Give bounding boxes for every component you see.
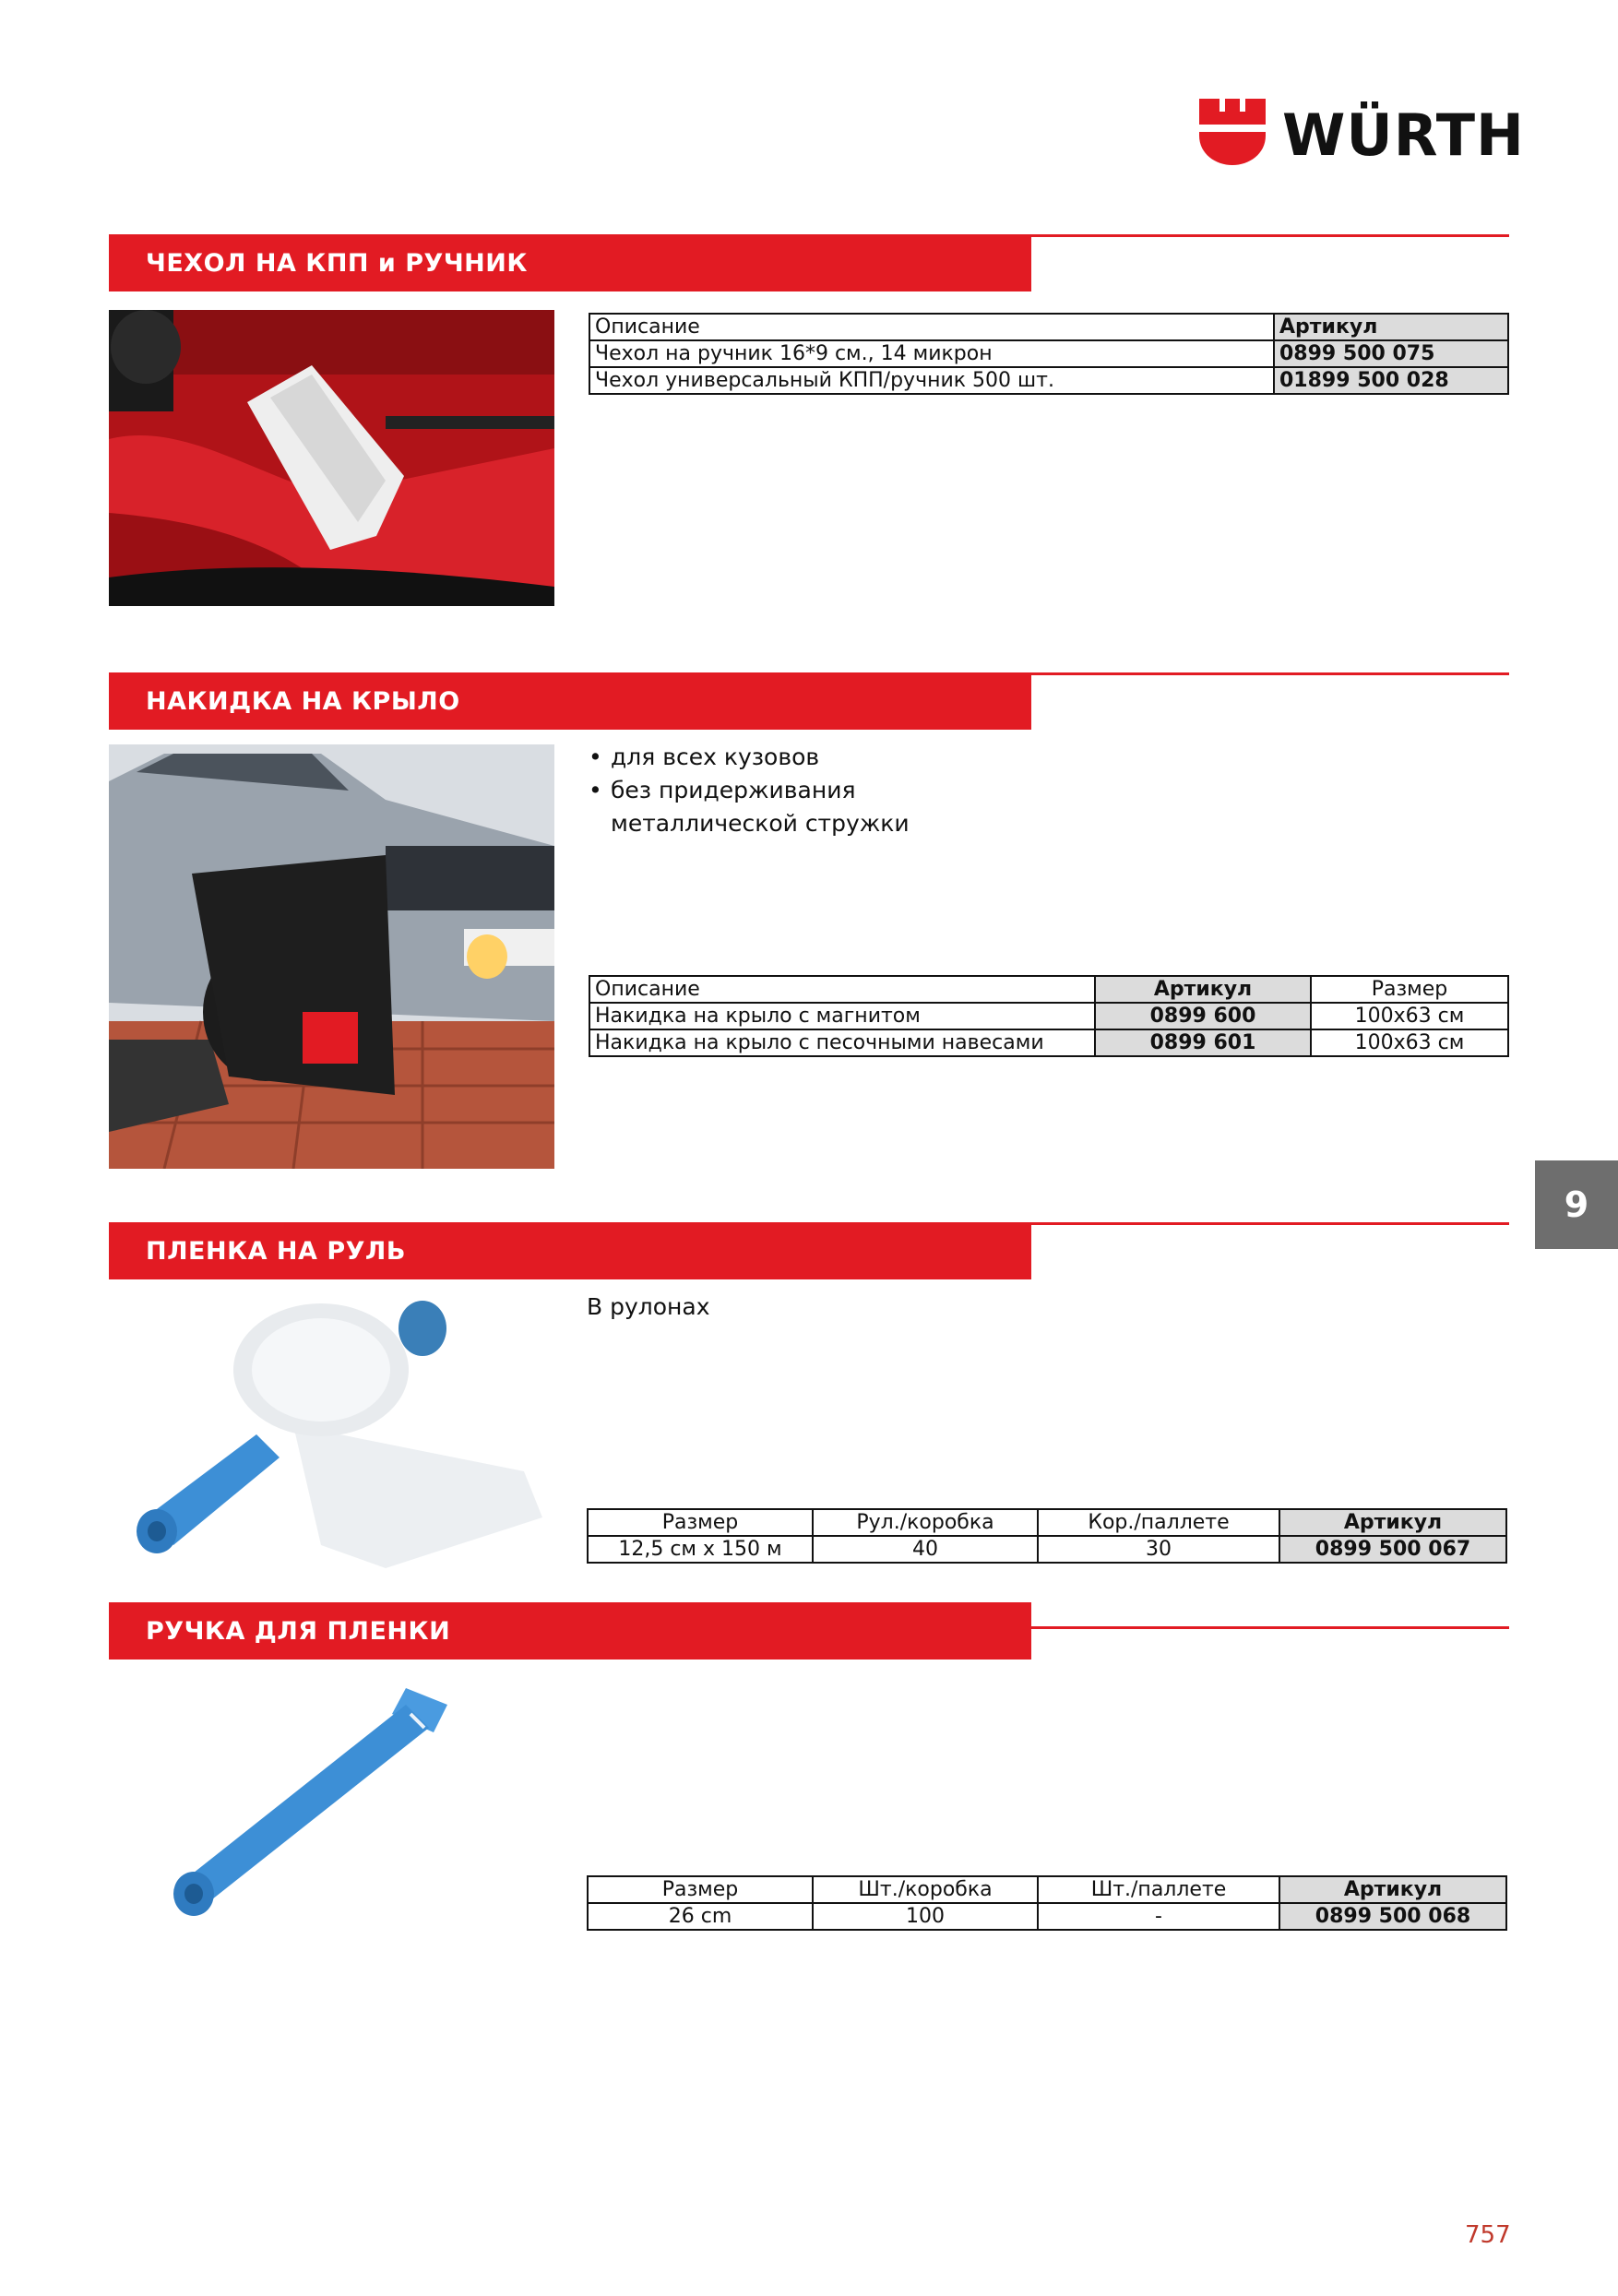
wurth-logo [1199,97,1525,171]
wurth-logo-mark [1199,99,1266,165]
size-cell: 12,5 см х 150 м [588,1536,813,1563]
section-rule [1031,672,1509,675]
section-header-film-handle [109,1602,1031,1660]
section-header-steering-film [109,1222,1031,1279]
header-cell: Артикул [1095,976,1311,1003]
feature-item: • без придерживания металлической стружки [589,774,1017,840]
table-row [588,1536,1506,1563]
gear-cover-table [589,313,1509,395]
description-cell: Чехол универсальный КПП/ручник 500 шт. [589,367,1274,394]
section-title: РУЧКА ДЛЯ ПЛЕНКИ [146,1617,451,1646]
header-cell: Размер [588,1509,813,1536]
chapter-tab[interactable]: 9 [1535,1160,1618,1249]
wurth-logo-text: WÜRTH [1282,101,1525,169]
description-cell: Чехол на ручник 16*9 см., 14 микрон [589,340,1274,367]
section-title: НАКИДКА НА КРЫЛО [146,687,460,716]
steering-film-photo [109,1296,554,1573]
table-row [589,1003,1508,1029]
header-cell: Артикул [1279,1509,1506,1536]
size-cell: 26 cm [588,1903,813,1930]
feature-item: • для всех кузовов [589,741,1017,774]
film-handle-table [587,1875,1507,1931]
table-header-row [588,1876,1506,1903]
fender-cover-table [589,975,1509,1057]
header-cell: Кор./паллете [1038,1509,1279,1536]
table-header-row [588,1509,1506,1536]
table-header-row [589,314,1508,340]
header-cell: Рул./коробка [813,1509,1038,1536]
header-cell: Артикул [1274,314,1508,340]
fender-cover-features [589,741,1017,840]
table-header-row [589,976,1508,1003]
table-row [589,367,1508,394]
section-title: ПЛЕНКА НА РУЛЬ [146,1237,406,1266]
article-cell: 0899 500 067 [1279,1536,1506,1563]
boxes-per-pallet-cell: 30 [1038,1536,1279,1563]
section-rule [1031,234,1509,237]
header-cell: Описание [589,976,1095,1003]
page-number: 757 [1465,2221,1511,2249]
header-cell: Артикул [1279,1876,1506,1903]
article-cell: 0899 600 [1095,1003,1311,1029]
size-cell: 100x63 см [1311,1029,1508,1056]
header-cell: Размер [1311,976,1508,1003]
article-cell: 0899 500 068 [1279,1903,1506,1930]
section-title: ЧЕХОЛ НА КПП и РУЧНИК [146,249,528,278]
rolls-per-box-cell: 40 [813,1536,1038,1563]
section-header-fender-cover [109,672,1031,730]
gear-cover-photo [109,310,554,606]
product-note: В рулонах [587,1293,710,1320]
table-row [589,1029,1508,1056]
size-cell: 100x63 см [1311,1003,1508,1029]
fender-cover-photo [109,744,554,1169]
film-handle-photo [129,1677,498,1926]
steering-film-table [587,1508,1507,1564]
header-cell: Описание [589,314,1274,340]
pieces-per-box-cell: 100 [813,1903,1038,1930]
pieces-per-pallet-cell: - [1038,1903,1279,1930]
article-cell: 0899 500 075 [1274,340,1508,367]
description-cell: Накидка на крыло с магнитом [589,1003,1095,1029]
header-cell: Шт./коробка [813,1876,1038,1903]
section-rule [1031,1222,1509,1225]
header-cell: Шт./паллете [1038,1876,1279,1903]
description-cell: Накидка на крыло с песочными навесами [589,1029,1095,1056]
table-row [588,1903,1506,1930]
header-cell: Размер [588,1876,813,1903]
article-cell: 01899 500 028 [1274,367,1508,394]
article-cell: 0899 601 [1095,1029,1311,1056]
section-header-gear-cover [109,234,1031,291]
table-row [589,340,1508,367]
section-rule [1031,1626,1509,1629]
